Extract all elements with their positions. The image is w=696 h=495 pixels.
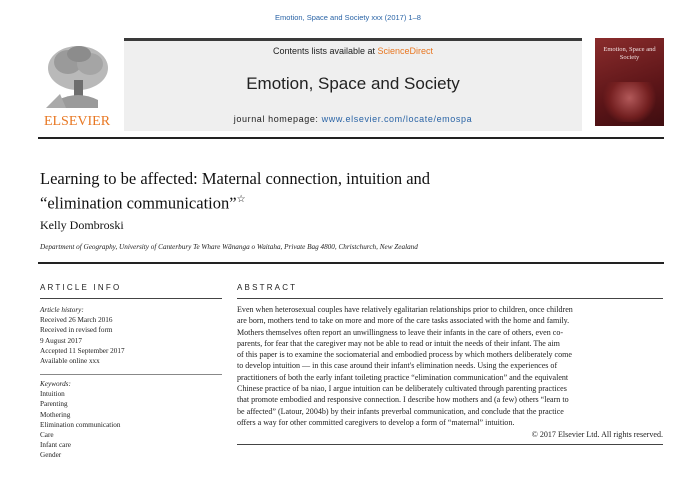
sciencedirect-link[interactable]: ScienceDirect [377,46,434,56]
keyword: Care [40,431,54,440]
abstract-line: offers a way for other committed caregivers to develop a form of “maternal” intuition. [237,417,515,427]
keyword: Mothering [40,410,71,419]
homepage-prefix: journal homepage: [233,114,322,124]
cover-title: Emotion, Space and Society [603,46,656,61]
article-title [40,168,600,214]
title-line-1: Learning to be affected: Maternal connection, intuition and [40,169,431,188]
journal-header [124,38,582,131]
abstract-line: be affected” (Latour, 2004b) by their infants preverbal communication, and conclude that the practice [237,406,564,416]
abstract-line: that promote embodied and responsive connection. I describe how mothers and (a few) others “learn to [237,395,569,405]
abstract-line: are born, mothers tend to take on more and more of the care tasks associated with the home and family. [237,316,570,326]
elsevier-tree-icon [38,38,116,128]
elsevier-logo[interactable] [38,38,116,128]
abstract-line: practitioners of both the early infant toileting practice “elimination communication” and the equivalent [237,372,569,382]
history-item: 9 August 2017 [40,336,82,345]
journal-cover-thumbnail[interactable] [595,38,664,126]
author-name[interactable]: Kelly Dombroski [40,218,124,232]
keyword: Infant care [40,441,71,450]
abstract-body [237,304,663,428]
abstract-line: parents, for fear that the caregiver may not be able to read or intuit the needs of their infant. The aim [237,338,560,348]
journal-title[interactable]: Emotion, Space and Society [246,74,460,93]
article-history [40,305,220,366]
history-item: Received in revised form [40,326,113,335]
abstract-bottom-rule [237,444,663,445]
keywords [40,379,220,461]
cover-art [603,82,656,122]
keywords-rule [40,374,222,375]
title-divider [38,262,664,264]
contents-prefix: Contents lists available at [272,46,378,56]
title-footnote-star[interactable]: ☆ [236,194,246,205]
history-item: Accepted 11 September 2017 [40,346,125,355]
publisher-wordmark: ELSEVIER [43,114,111,128]
keyword: Parenting [40,400,68,409]
abstract-line: Chinese practice of ba niao, I argue intuition can be deliberately cultivated through parenting practices [237,384,567,394]
abstract-line: Even when heterosexual couples have relatively egalitarian relationships prior to children, once children [237,305,573,314]
history-item: Received 26 March 2016 [40,316,113,325]
keyword: Gender [40,451,62,460]
abstract-line: Mothers themselves often report an unwillingness to leave their infants in the care of others, even co- [237,327,564,337]
abstract-heading: ABSTRACT [237,283,298,292]
contents-line [124,46,582,56]
copyright-notice: © 2017 Elsevier Ltd. All rights reserved. [531,430,663,439]
header-divider [38,137,664,139]
abstract-line: to develop intuition — in this case around their infant's elimination needs. Using the experiences of [237,361,558,371]
history-item: Available online xxx [40,357,100,366]
homepage-line [124,114,582,124]
keyword: Intuition [40,390,65,399]
keywords-label: Keywords: [40,380,71,388]
article-info-heading: ARTICLE INFO [40,283,122,292]
history-label: Article history: [40,306,84,314]
title-line-2: “elimination communication” [40,193,237,213]
abstract-line: of this paper is to examine the sociomaterial and embodied process by which mothers deliberately come [237,350,572,360]
journal-citation[interactable]: Emotion, Space and Society xxx (2017) 1–8 [275,13,421,22]
abstract-rule [237,298,663,299]
article-info-rule [40,298,222,299]
keyword: Elimination communication [40,420,121,429]
homepage-link[interactable]: www.elsevier.com/locate/emospa [321,114,473,124]
author-affiliation: Department of Geography, University of Canterbury Te Whare Wānanga o Waitaha, Private Bag 4800, Christchurch, New Zealand [40,243,418,251]
